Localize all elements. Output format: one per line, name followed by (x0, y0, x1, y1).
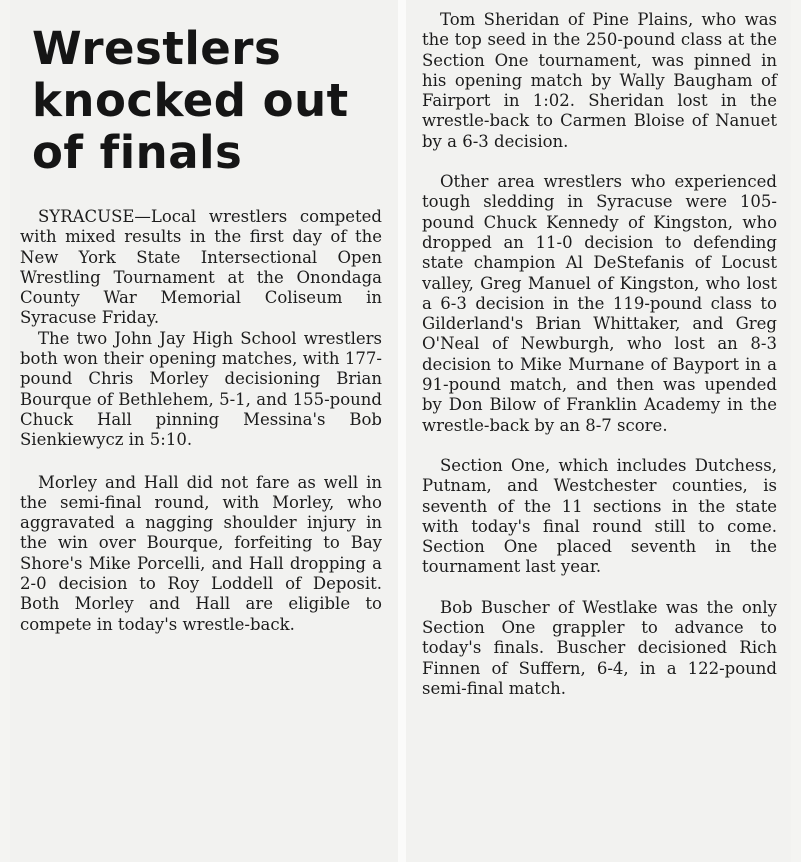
right-column-text (422, 10, 777, 699)
article-paragraph: Other area wrestlers who experienced tough sledding in Syracuse were 105-pound Chuck Kennedy of Kingston, who dropped an 11-0 decision to defending state champion Al DeStefanis of Locust valley, Greg Manuel of Kingston, who lost a 6-3 decision in the 119-pound class to Gilderland's Brian Whittaker, and Greg O'Neal of Newburgh, who lost an 8-3 decision to Mike Murnane of Bayport in a 91-pound match, and then was upended by Don Bilow of Franklin Academy in the wrestle-back by an 8-7 score. (422, 172, 777, 435)
article-paragraph: The two John Jay High School wrestlers both won their opening matches, with 177-pound Chris Morley decisioning Brian Bourque of Bethlehem, 5-1, and 155-pound Chuck Hall pinning Messina's Bob Sienkiewycz in 5:10. (20, 328, 382, 450)
column-gutter (398, 0, 406, 862)
left-column-clipping (10, 0, 398, 862)
left-column-text (20, 207, 382, 635)
right-column-clipping (406, 0, 791, 862)
headline (32, 23, 398, 179)
article-paragraph: Section One, which includes Dutchess, Putnam, and Westchester counties, is seventh of the 11 sections in the state with today's final round still to come. Section One placed seventh in the tournament last year. (422, 455, 777, 577)
article-paragraph: Morley and Hall did not fare as well in the semi-final round, with Morley, who aggravated a nagging shoulder injury in the win over Bourque, forfeiting to Bay Shore's Mike Porcelli, and Hall dropping a 2-0 decision to Roy Loddell of Deposit. Both Morley and Hall are eligible to compete in today's wrestle-back. (20, 472, 382, 634)
article-paragraph: Bob Buscher of Westlake was the only Section One grappler to advance to today's finals. Buscher decisioned Rich Finnen of Suffern, 6-4, in a 122-pound semi-final match. (422, 597, 777, 698)
article-paragraph: SYRACUSE—Local wrestlers competed with mixed results in the first day of the New York State Intersectional Open Wrestling Tournament at the Onondaga County War Memorial Coliseum in Syracuse Friday. (20, 207, 382, 328)
headline-line: Wrestlers (32, 22, 282, 75)
headline-line: knocked out (32, 74, 349, 127)
headline-line: of finals (32, 126, 243, 179)
article-paragraph: Tom Sheridan of Pine Plains, who was the top seed in the 250-pound class at the Section One tournament, was pinned in his opening match by Wally Baugham of Fairport in 1:02. Sheridan lost in the wrestle-back to Carmen Bloise of Nanuet by a 6-3 decision. (422, 10, 777, 151)
